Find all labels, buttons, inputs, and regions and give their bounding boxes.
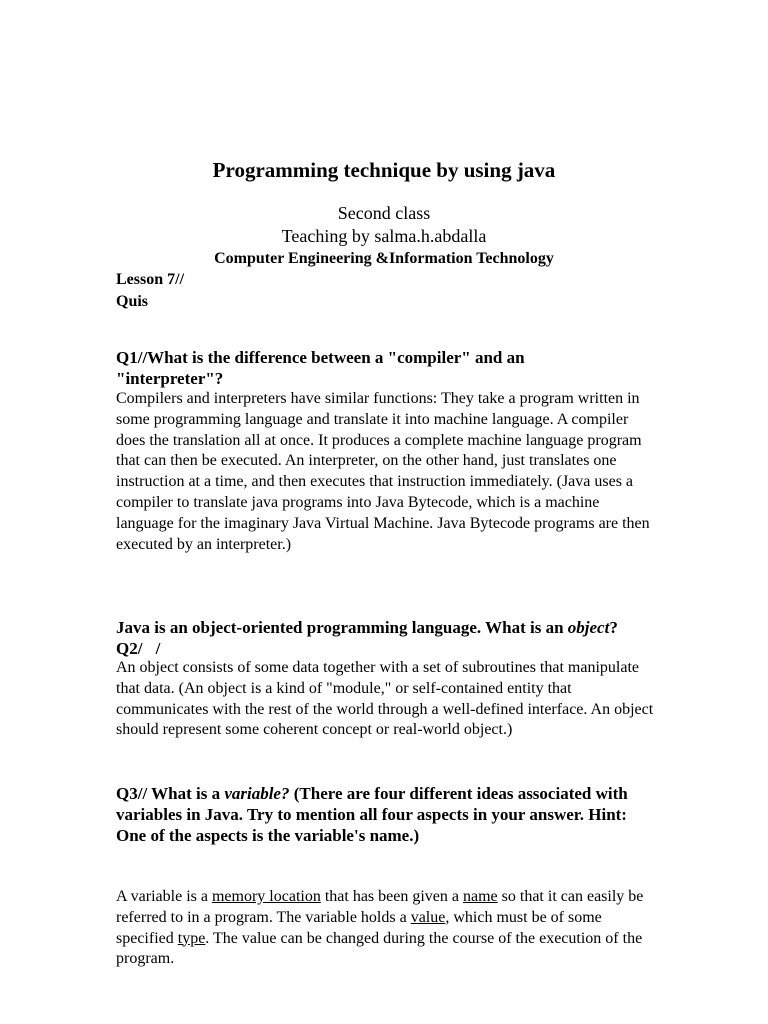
q3-term-value: value [410,908,446,926]
q2-question [116,617,656,659]
q3-answer-text-1: A variable is a [116,888,212,905]
q1-question-line1: Q1//What is the difference between a "compiler" and an [116,348,525,367]
q1-question-line2: "interpreter"? [116,369,224,388]
q3-answer-text-3: so that it can easily be referred to in a program. The variable holds a [116,888,644,926]
lesson-line: Lesson 7// [116,271,185,288]
q3-term-memory-location: memory location [211,888,321,905]
q2-answer: An object consists of some data together with a set of subroutines that manipulate that data. (An object is a kind of "module," or self-contained entity that communicates with the rest of the world through a well-defined interface. An object should represent some coherent concept or real-world object.) [116,659,654,739]
class-line: Second class [337,203,431,223]
q2-question-italic: object [567,618,610,637]
department-line: Computer Engineering &Information Technology [214,250,554,267]
q3-question [116,783,656,846]
q3-term-type: type [177,929,206,947]
q2-question-suffix: ? [609,618,618,637]
document-title: Programming technique by using java [212,158,556,182]
q1-answer: Compilers and interpreters have similar functions: They take a program written in some programming language and translate it into machine language. A compiler does the translation all at once. It produces a complete machine language program that can then be executed. An interpreter, on the other hand, just translates one instruction at a time, and then executes that instruction immediately. (Java uses a compiler to translate java programs into Java Bytecode, which is a machine language for the imaginary Java Virtual Machine. Java Bytecode programs are then executed by an interpreter.) [116,390,650,553]
teacher-line: Teaching by salma.h.abdalla [281,226,487,246]
q3-answer-text-4: , which must be of some specified [116,908,602,947]
q3-question-italic: variable? [224,784,290,803]
q2-question-line [116,617,656,638]
q1-question [116,347,656,389]
q3-answer-text-5: . The value can be changed during the course of the execution of the program. [116,929,643,968]
q2-label: Q2//ٌ [116,639,161,658]
q3-question-suffix: (There are four different ideas associated with variables in Java. Try to mention all four aspects in your answer. Hint: One of the aspects is the variable's name.) [116,784,628,845]
q3-answer-text-2: that has been given a [320,888,463,905]
q2-question-prefix: Java is an object-oriented programming language. What is an [116,618,568,637]
q3-question-prefix: Q3// What is a [116,784,225,803]
q3-term-name: name [463,888,498,905]
q3-answer [116,887,656,970]
quiz-line: Quis [116,293,149,310]
